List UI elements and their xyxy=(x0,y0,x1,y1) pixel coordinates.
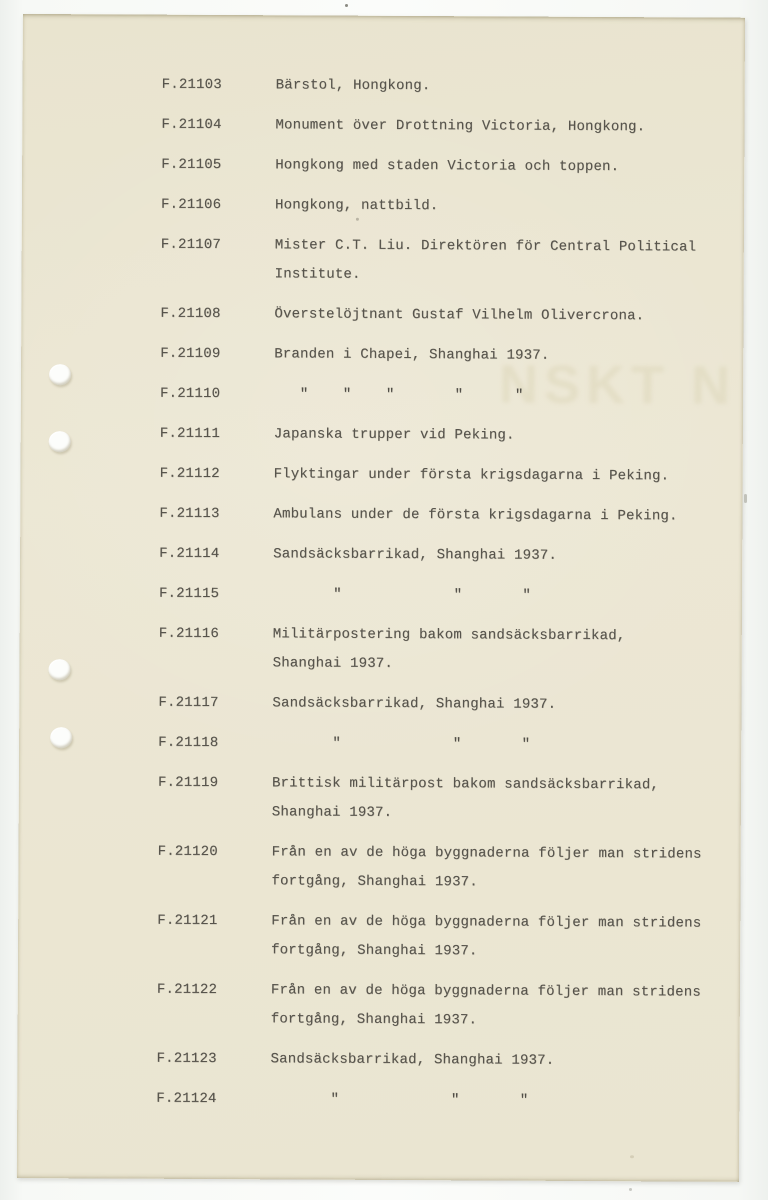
ditto-marks: " " " xyxy=(272,586,532,604)
catalog-description xyxy=(270,1045,711,1076)
description-line: Shanghai 1937. xyxy=(271,804,393,821)
description-line: Brittisk militärpost bakom sandsäcksbarrikad, xyxy=(271,775,660,794)
description-line: Mister C.T. Liu. Direktören för Central Political xyxy=(274,237,697,256)
description-line: Institute. xyxy=(274,266,361,283)
catalog-entry xyxy=(160,300,715,332)
catalog-number: F.21120 xyxy=(157,843,218,861)
scan-speck xyxy=(345,4,348,7)
description-line: fortgång, Shanghai 1937. xyxy=(271,873,478,891)
catalog-entry xyxy=(158,769,713,830)
catalog-description xyxy=(274,300,715,331)
catalog-number: F.21124 xyxy=(156,1090,217,1108)
catalog-description xyxy=(273,540,714,571)
catalog-description xyxy=(272,729,713,760)
description-line: Från en av de höga byggnaderna följer man stridens xyxy=(271,844,702,863)
catalog-number: F.21103 xyxy=(161,76,222,94)
catalog-description xyxy=(276,71,717,102)
catalog-description xyxy=(271,976,712,1036)
catalog-entry xyxy=(162,71,717,103)
description-line: Från en av de höga byggnaderna följer man stridens xyxy=(271,913,702,932)
catalog-description xyxy=(272,769,713,829)
catalog-description xyxy=(273,620,714,680)
catalog-number: F.21116 xyxy=(158,625,220,643)
catalog-number: F.21109 xyxy=(160,345,221,363)
description-line: Japanska trupper vid Peking. xyxy=(273,426,515,444)
catalog-description xyxy=(274,340,715,371)
catalog-entry xyxy=(157,907,712,968)
catalog-description xyxy=(275,191,716,222)
description-line: fortgång, Shanghai 1937. xyxy=(270,1011,478,1029)
catalog-number: F.21110 xyxy=(159,385,221,403)
description-line: Överstelöjtnant Gustaf Vilhelm Olivercrona. xyxy=(274,306,645,325)
catalog-number: F.21107 xyxy=(160,236,222,254)
catalog-entry xyxy=(159,580,714,612)
description-line: Ambulans under de första krigsdagarna i Peking. xyxy=(273,506,678,525)
catalog-entry xyxy=(157,838,712,899)
catalog-number: F.21121 xyxy=(157,912,218,930)
catalog-entry xyxy=(158,729,713,761)
description-line: Flyktingar under första krigsdagarna i Peking. xyxy=(273,466,670,485)
catalog-number: F.21105 xyxy=(161,156,222,174)
description-line: Sandsäcksbarrikad, Shanghai 1937. xyxy=(273,546,558,564)
catalog-description xyxy=(272,689,713,720)
paper-speck xyxy=(630,1155,634,1158)
catalog-entry xyxy=(160,460,715,492)
description-line: Hongkong, nattbild. xyxy=(274,197,439,215)
catalog-number: F.21117 xyxy=(158,694,219,712)
catalog-number: F.21108 xyxy=(160,305,221,323)
scan-speck xyxy=(744,494,747,503)
catalog-description xyxy=(273,580,714,611)
description-line: fortgång, Shanghai 1937. xyxy=(271,942,478,960)
catalog-number: F.21104 xyxy=(161,116,222,134)
catalog-entry xyxy=(161,191,716,223)
catalog-entry xyxy=(160,380,715,412)
catalog-entry xyxy=(160,420,715,452)
catalog-number: F.21123 xyxy=(156,1050,217,1068)
catalog-entry xyxy=(158,689,713,721)
catalog-description xyxy=(271,838,712,898)
catalog-description xyxy=(270,1085,711,1116)
catalog-description xyxy=(275,111,716,142)
ditto-marks: " " " " " xyxy=(273,386,524,404)
catalog-number: F.21114 xyxy=(159,545,220,563)
catalog-number: F.21119 xyxy=(157,774,219,792)
description-line: Monument över Drottning Victoria, Hongkong. xyxy=(275,117,646,136)
catalog-description xyxy=(275,231,716,291)
catalog-entry xyxy=(161,111,716,143)
description-line: Sandsäcksbarrikad, Shanghai 1937. xyxy=(272,695,557,713)
ghost-watermark: NSKT N xyxy=(498,354,737,416)
catalog-entry xyxy=(159,540,714,572)
catalog-entry xyxy=(161,231,716,292)
description-line: Från en av de höga byggnaderna följer man stridens xyxy=(270,982,702,1001)
description-line: Hongkong med staden Victoria och toppen. xyxy=(275,157,620,176)
catalog-number: F.21122 xyxy=(156,981,218,999)
catalog-number: F.21115 xyxy=(158,585,220,603)
ditto-marks: " " " xyxy=(270,1091,529,1109)
catalog-number: F.21113 xyxy=(159,505,220,523)
scan-speck xyxy=(629,1188,632,1191)
catalog-description xyxy=(274,460,715,491)
catalog-number: F.21112 xyxy=(159,465,220,483)
catalog-number: F.21118 xyxy=(158,734,219,752)
catalog-entry xyxy=(159,500,714,532)
description-line: Bärstol, Hongkong. xyxy=(275,77,431,95)
catalog-description xyxy=(271,907,712,967)
description-line: Sandsäcksbarrikad, Shanghai 1937. xyxy=(270,1051,555,1069)
catalog-description xyxy=(273,500,714,531)
description-line: Militärpostering bakom sandsäcksbarrikad, xyxy=(272,626,626,645)
catalog-entry xyxy=(161,151,716,183)
catalog-description xyxy=(275,151,716,182)
catalog-entry xyxy=(159,620,714,681)
catalog-number: F.21111 xyxy=(159,425,221,443)
description-line: Branden i Chapei, Shanghai 1937. xyxy=(274,346,550,364)
document-page xyxy=(17,14,745,1182)
ditto-marks: " " " xyxy=(272,735,531,753)
description-line: Shanghai 1937. xyxy=(272,655,394,672)
catalog-description xyxy=(274,420,715,451)
catalog-entries xyxy=(17,14,745,1128)
catalog-entry xyxy=(157,976,712,1037)
catalog-entry xyxy=(156,1045,711,1077)
catalog-entry xyxy=(160,340,715,372)
paper-speck xyxy=(356,218,359,221)
catalog-number: F.21106 xyxy=(160,196,222,214)
catalog-entry xyxy=(156,1085,711,1117)
catalog-description xyxy=(274,380,715,411)
